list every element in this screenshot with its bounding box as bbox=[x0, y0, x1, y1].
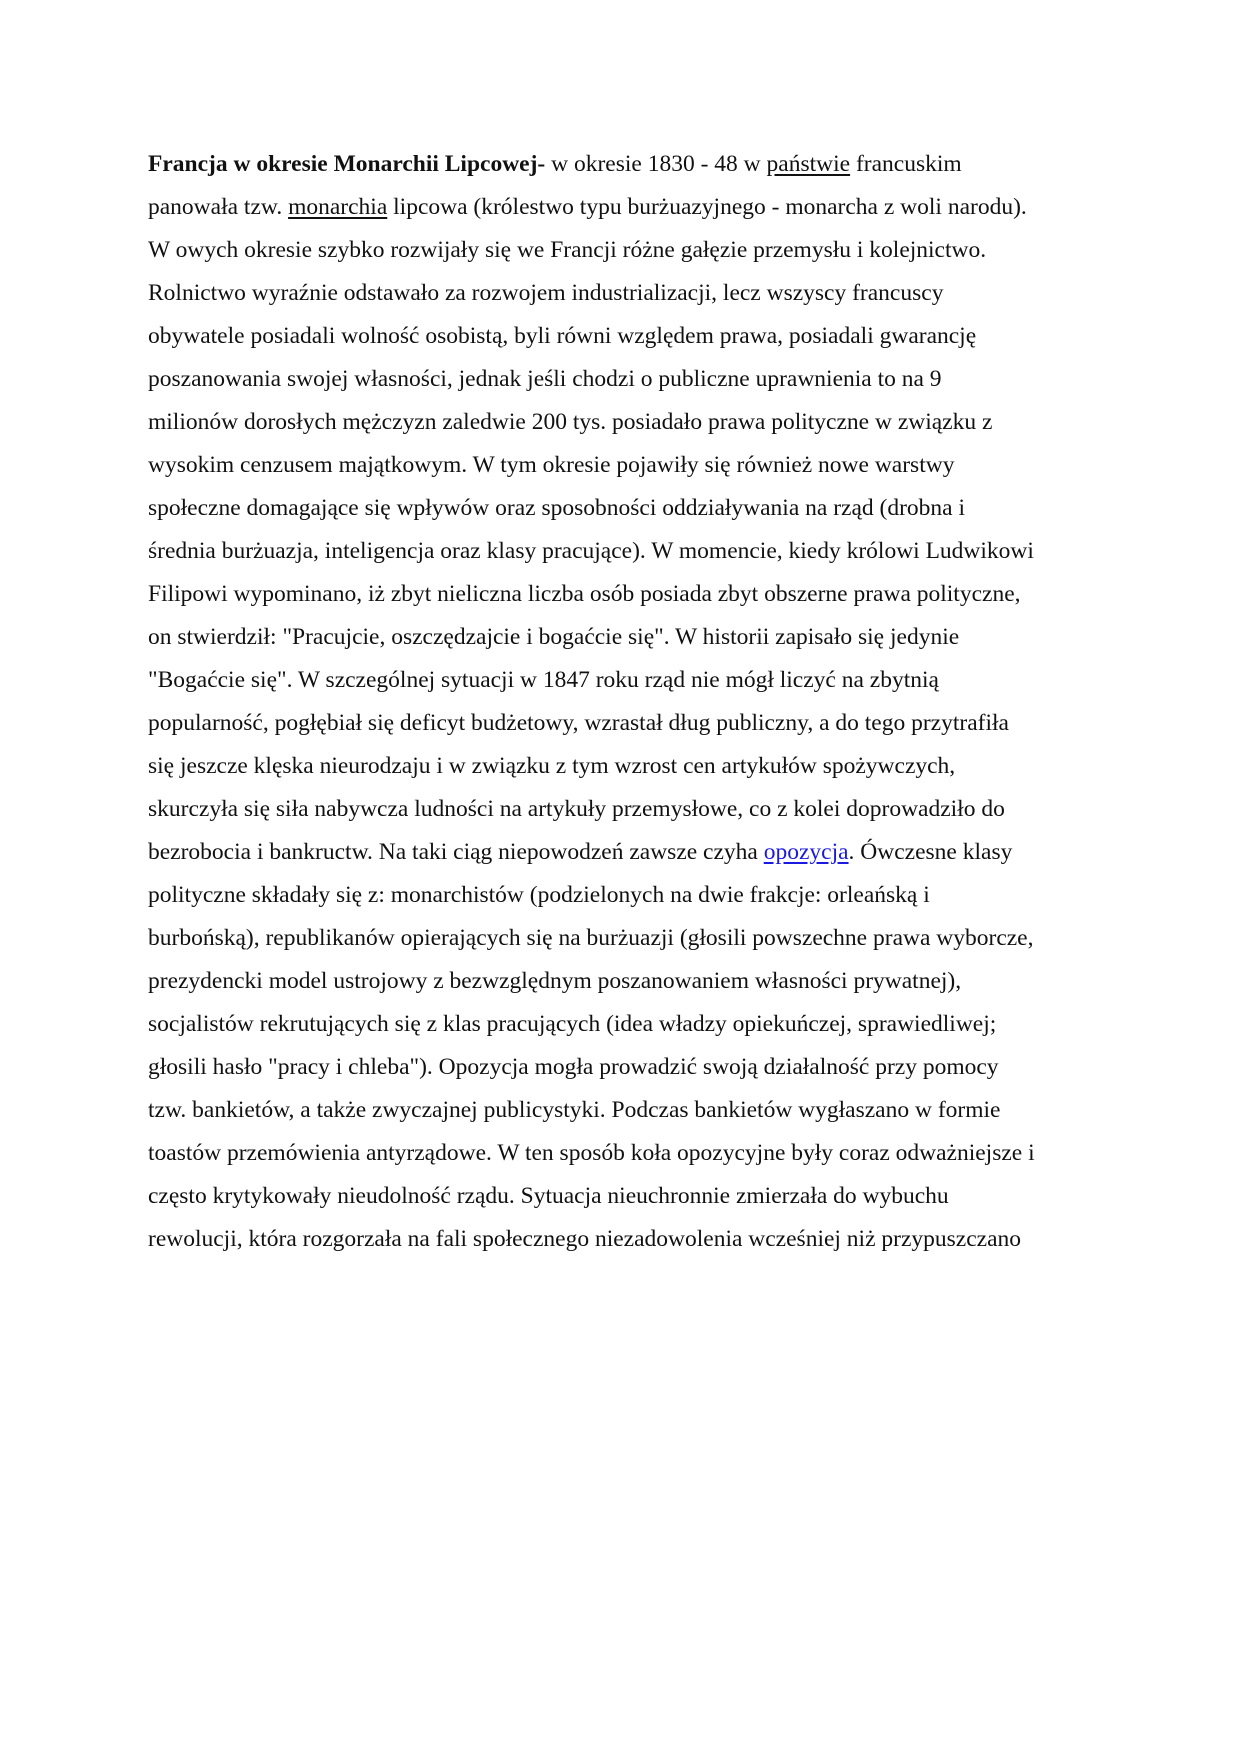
text-line-25: często krytykowały nieudolność rządu. Sytuacja nieuchronnie zmierzała do wybuchu bbox=[148, 1183, 949, 1209]
text-line-22: głosili hasło "pracy i chleba"). Opozycja mogła prowadzić swoją działalność przy pomocy bbox=[148, 1054, 999, 1080]
text-line-16: skurczyła się siła nabywcza ludności na artykuły przemysłowe, co z kolei doprowadziło do bbox=[148, 796, 1005, 822]
text-segment: panowała tzw. bbox=[148, 194, 289, 220]
text-line-19: burbońską), republikanów opierających się na burżuazji (głosili powszechne prawa wyborcze, bbox=[148, 925, 1034, 951]
text-line-24: toastów przemówienia antyrządowe. W ten sposób koła opozycyjne były coraz odważniejsze i bbox=[148, 1140, 1035, 1166]
document-body bbox=[148, 143, 1094, 1261]
text-segment: francuskim bbox=[850, 151, 962, 177]
text-line-26: rewolucji, która rozgorzała na fali społecznego niezadowolenia wcześniej niż przypuszczano bbox=[148, 1226, 1022, 1252]
text-segment: w okresie 1830 - 48 w bbox=[545, 151, 767, 177]
text-line-4: Rolnictwo wyraźnie odstawało za rozwojem industrializacji, lecz wszyscy francuscy bbox=[148, 280, 944, 306]
text-line-6: poszanowania swojej własności, jednak jeśli chodzi o publiczne uprawnienia to na 9 bbox=[148, 366, 942, 392]
text-line-21: socjalistów rekrutujących się z klas pracujących (idea władzy opiekuńczej, sprawiedliwej; bbox=[148, 1011, 997, 1037]
text-line-12: on stwierdził: "Pracujcie, oszczędzajcie i bogaćcie się". W historii zapisało się jedynie bbox=[148, 624, 960, 650]
text-line-15: się jeszcze klęska nieurodzaju i w związku z tym wzrost cen artykułów spożywczych, bbox=[148, 753, 956, 779]
underlined-term-panstwie: państwie bbox=[766, 151, 851, 177]
text-line-13: "Bogaćcie się". W szczególnej sytuacji w 1847 roku rząd nie mógł liczyć na zbytnią bbox=[148, 667, 939, 693]
text-line-23: tzw. bankietów, a także zwyczajnej publicystyki. Podczas bankietów wygłaszano w formie bbox=[148, 1097, 1001, 1123]
text-line-11: Filipowi wypominano, iż zbyt nieliczna liczba osób posiada zbyt obszerne prawa polityczne, bbox=[148, 581, 1021, 607]
text-segment: . Ówczesne klasy bbox=[848, 839, 1013, 865]
text-line-10: średnia burżuazja, inteligencja oraz klasy pracujące). W momencie, kiedy królowi Ludwikowi bbox=[148, 538, 1034, 564]
opozycja-link[interactable]: opozycja bbox=[763, 839, 849, 865]
text-line-14: popularność, pogłębiał się deficyt budżetowy, wzrastał dług publiczny, a do tego przytrafiła bbox=[148, 710, 1009, 736]
text-line-2 bbox=[148, 186, 1094, 229]
text-line-8: wysokim cenzusem majątkowym. W tym okresie pojawiły się również nowe warstwy bbox=[148, 452, 955, 478]
text-segment: lipcowa (królestwo typu burżuazyjnego - monarcha z woli narodu). bbox=[387, 194, 1027, 220]
document-heading: Francja w okresie Monarchii Lipcowej- bbox=[148, 151, 546, 177]
text-line-17 bbox=[148, 831, 1094, 874]
text-line-18: polityczne składały się z: monarchistów (podzielonych na dwie frakcje: orleańską i bbox=[148, 882, 930, 908]
text-line-20: prezydencki model ustrojowy z bezwzględnym poszanowaniem własności prywatnej), bbox=[148, 968, 962, 994]
text-line-5: obywatele posiadali wolność osobistą, byli równi względem prawa, posiadali gwarancję bbox=[148, 323, 977, 349]
text-line-3: W owych okresie szybko rozwijały się we Francji różne gałęzie przemysłu i kolejnictwo. bbox=[148, 237, 987, 263]
text-line-7: milionów dorosłych mężczyzn zaledwie 200 tys. posiadało prawa polityczne w związku z bbox=[148, 409, 993, 435]
text-line-1 bbox=[148, 143, 1094, 186]
text-line-9: społeczne domagające się wpływów oraz sposobności oddziaływania na rząd (drobna i bbox=[148, 495, 965, 521]
text-segment: bezrobocia i bankructw. Na taki ciąg niepowodzeń zawsze czyha bbox=[148, 839, 764, 865]
underlined-term-monarchia: monarchia bbox=[288, 194, 388, 220]
